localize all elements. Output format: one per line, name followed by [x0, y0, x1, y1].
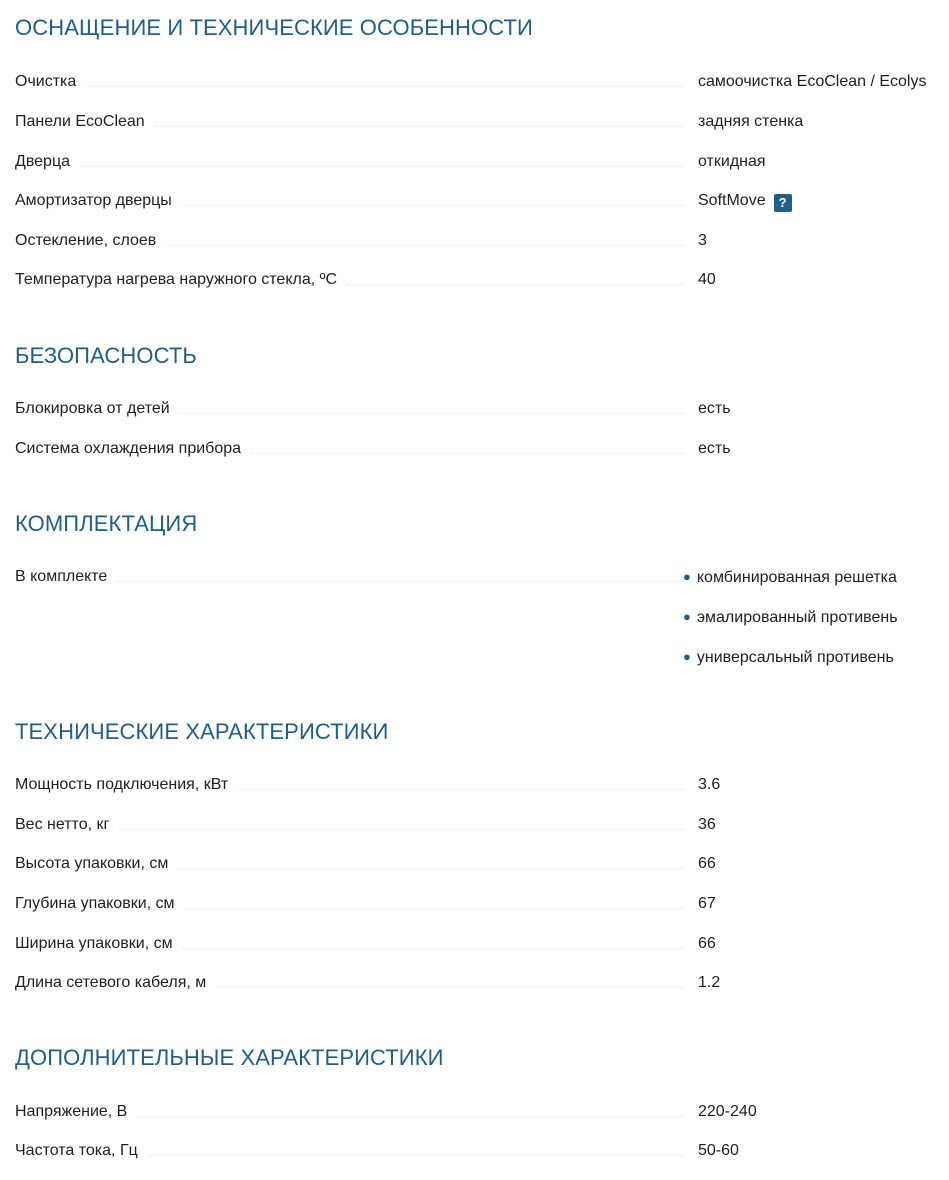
spec-row-cooling-system	[15, 439, 949, 463]
list-item-text: универсальный противень	[696, 649, 894, 666]
spec-row-package-width	[15, 934, 949, 958]
spec-row-ecoclean-panels	[15, 112, 949, 136]
list-item-text: комбинированная решетка	[696, 569, 897, 586]
spec-value: 40	[698, 271, 716, 288]
list-item	[683, 647, 894, 668]
spec-value: 36	[698, 816, 716, 833]
spec-row-glass-temperature	[15, 270, 949, 294]
spec-label: Дверца	[15, 152, 76, 172]
bullet-icon: ●	[683, 649, 691, 664]
spec-value: есть	[698, 440, 731, 457]
spec-row-cleaning	[15, 72, 949, 96]
spec-row-cable-length	[15, 973, 949, 997]
spec-value: 50-60	[698, 1142, 739, 1159]
spec-value: 66	[698, 935, 716, 952]
dotted-leader	[185, 894, 683, 909]
spec-value: 67	[698, 895, 716, 912]
spec-value: 220-240	[698, 1103, 757, 1120]
spec-value: 3	[698, 232, 707, 249]
dotted-leader	[86, 72, 683, 87]
spec-label: Частота тока, Гц	[15, 1141, 144, 1161]
dotted-leader	[155, 112, 683, 127]
dotted-leader	[182, 191, 683, 206]
spec-label: Очистка	[15, 72, 82, 92]
section-title-package: КОМПЛЕКТАЦИЯ	[15, 511, 198, 536]
spec-label: Длина сетевого кабеля, м	[15, 973, 212, 993]
spec-label: Блокировка от детей	[15, 399, 176, 419]
spec-label: Остекление, слоев	[15, 231, 162, 251]
section-title-additional: ДОПОЛНИТЕЛЬНЫЕ ХАРАКТЕРИСТИКИ	[15, 1045, 444, 1070]
spec-value-text: SoftMove	[698, 192, 766, 209]
spec-value: 1.2	[698, 974, 721, 991]
list-item	[683, 607, 898, 628]
list-item	[683, 567, 897, 588]
spec-row-door	[15, 152, 949, 176]
bullet-icon: ●	[683, 569, 691, 584]
section-title-safety: БЕЗОПАСНОСТЬ	[15, 343, 197, 368]
spec-label: Панели EcoClean	[15, 112, 151, 132]
spec-label: Температура нагрева наружного стекла, ºС	[15, 270, 343, 290]
spec-label: В комплекте	[15, 567, 113, 587]
dotted-leader	[183, 934, 683, 949]
dotted-leader	[251, 439, 683, 454]
dotted-leader	[148, 1141, 683, 1156]
spec-label: Вес нетто, кг	[15, 815, 115, 835]
dotted-leader	[137, 1102, 683, 1117]
spec-label: Амортизатор дверцы	[15, 191, 178, 211]
spec-value: откидная	[698, 153, 766, 170]
spec-value: задняя стенка	[698, 113, 804, 130]
spec-row-child-lock	[15, 399, 949, 423]
dotted-leader	[80, 152, 683, 167]
spec-label: Напряжение, В	[15, 1102, 133, 1122]
section-title-equipment: ОСНАЩЕНИЕ И ТЕХНИЧЕСКИЕ ОСОБЕННОСТИ	[15, 15, 533, 40]
spec-value: 3.6	[698, 776, 721, 793]
spec-label: Мощность подключения, кВт	[15, 775, 234, 795]
spec-label: Система охлаждения прибора	[15, 439, 247, 459]
spec-value: самоочистка EcoClean / Ecolys	[698, 73, 927, 90]
dotted-leader	[180, 399, 683, 414]
bullet-icon: ●	[683, 609, 691, 624]
section-title-technical: ТЕХНИЧЕСКИЕ ХАРАКТЕРИСТИКИ	[15, 719, 389, 744]
spec-row-door-damper	[15, 191, 949, 215]
spec-row-voltage	[15, 1102, 949, 1126]
spec-row-power	[15, 775, 949, 799]
spec-row-glazing-layers	[15, 231, 949, 255]
spec-value: 66	[698, 855, 716, 872]
dotted-leader	[166, 231, 683, 246]
help-icon[interactable]: ?	[774, 194, 792, 212]
dotted-leader	[347, 270, 683, 285]
spec-row-package-depth	[15, 894, 949, 918]
dotted-leader	[238, 775, 683, 790]
list-item-text: эмалированный противень	[696, 609, 898, 626]
spec-label: Глубина упаковки, см	[15, 894, 181, 914]
spec-label: Ширина упаковки, см	[15, 934, 179, 954]
dotted-leader	[178, 854, 683, 869]
spec-row-package-height	[15, 854, 949, 878]
spec-value-softmove	[698, 191, 792, 212]
dotted-leader	[119, 815, 683, 830]
spec-row-frequency	[15, 1141, 949, 1165]
spec-label: Высота упаковки, см	[15, 854, 174, 874]
dotted-leader	[117, 567, 683, 582]
dotted-leader	[216, 973, 683, 988]
spec-row-net-weight	[15, 815, 949, 839]
spec-value: есть	[698, 400, 731, 417]
